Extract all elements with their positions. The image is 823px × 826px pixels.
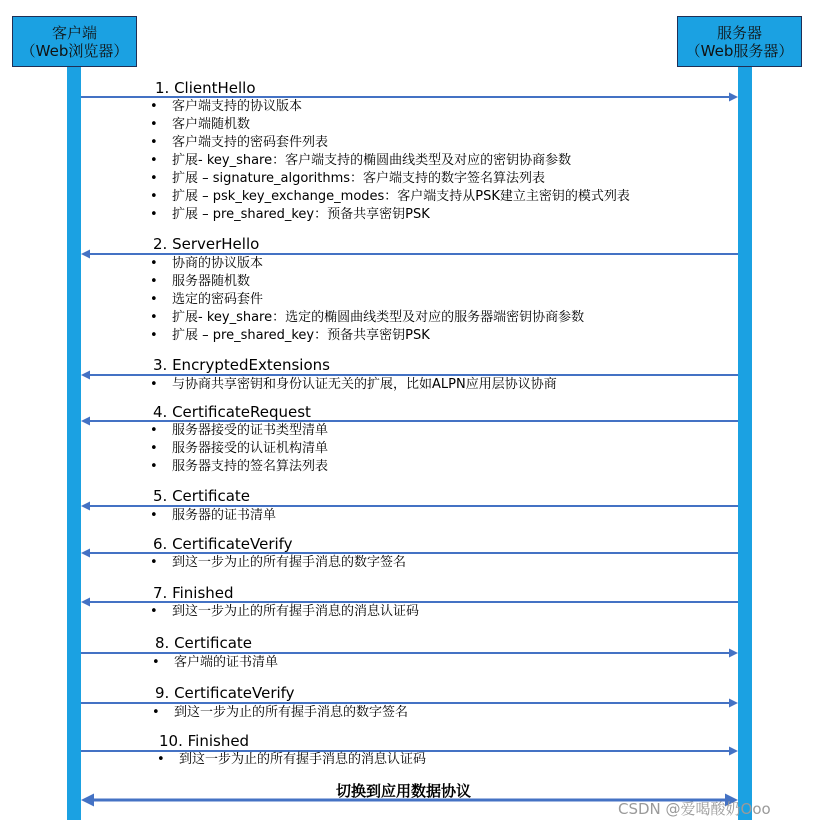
message-detail-item: • 服务器随机数 (150, 273, 584, 291)
message-detail-item: • 到这一步为止的所有握手消息的消息认证码 (157, 751, 426, 769)
message-title: 3. EncryptedExtensions (153, 356, 330, 374)
message-title: 7. Finished (153, 584, 234, 602)
message-detail-list (150, 376, 557, 394)
message-detail-item: • 客户端支持的协议版本 (150, 98, 630, 116)
message-detail-item: • 扩展 – psk_key_exchange_modes：客户端支持从PSK建立主密钥的模式列表 (150, 188, 630, 206)
message-title: 4. CertificateRequest (153, 403, 311, 421)
message-detail-item: • 客户端支持的密码套件列表 (150, 134, 630, 152)
message-title: 5. Certificate (153, 487, 250, 505)
message-title: 2. ServerHello (153, 235, 260, 253)
message-title: 10. Finished (159, 732, 250, 750)
switch-protocol-label: 切换到应用数据协议 (336, 782, 472, 800)
message-detail-list (150, 507, 276, 525)
message-detail-item: • 选定的密码套件 (150, 291, 584, 309)
message-title: 1. ClientHello (155, 79, 256, 97)
watermark: CSDN @爱喝酸奶Ooo (618, 800, 771, 818)
message-detail-item: • 扩展- key_share：客户端支持的椭圆曲线类型及对应的密钥协商参数 (150, 152, 630, 170)
server-actor-name: 服务器 (716, 24, 762, 42)
message-detail-list (150, 98, 630, 224)
message-detail-list (150, 422, 328, 476)
message-detail-item: • 服务器接受的证书类型清单 (150, 422, 328, 440)
message-detail-list (157, 751, 426, 769)
message-detail-item: • 客户端的证书清单 (152, 654, 278, 672)
server-actor-subtitle: （Web服务器） (685, 42, 794, 60)
client-actor-subtitle: （Web浏览器） (20, 42, 129, 60)
message-title: 8. Certificate (155, 634, 252, 652)
message-detail-item: • 扩展 – pre_shared_key：预备共享密钥PSK (150, 327, 584, 345)
message-detail-item: • 服务器的证书清单 (150, 507, 276, 525)
message-detail-item: • 扩展 – pre_shared_key：预备共享密钥PSK (150, 206, 630, 224)
message-title: 9. CertificateVerify (155, 684, 295, 702)
message-detail-list (150, 603, 419, 621)
message-detail-item: • 协商的协议版本 (150, 255, 584, 273)
client-actor-name: 客户端 (51, 24, 97, 42)
message-detail-list (152, 654, 278, 672)
message-detail-item: • 与协商共享密钥和身份认证无关的扩展，比如ALPN应用层协议协商 (150, 376, 557, 394)
message-detail-item: • 到这一步为止的所有握手消息的消息认证码 (150, 603, 419, 621)
message-detail-list (150, 554, 406, 572)
message-detail-item: • 扩展- key_share：选定的椭圆曲线类型及对应的服务器端密钥协商参数 (150, 309, 584, 327)
message-detail-item: • 客户端随机数 (150, 116, 630, 134)
message-detail-item: • 到这一步为止的所有握手消息的数字签名 (150, 554, 406, 572)
message-detail-list (152, 704, 408, 722)
message-detail-item: • 服务器接受的认证机构清单 (150, 440, 328, 458)
message-detail-item: • 到这一步为止的所有握手消息的数字签名 (152, 704, 408, 722)
message-detail-item: • 扩展 – signature_algorithms：客户端支持的数字签名算法列表 (150, 170, 630, 188)
message-detail-list (150, 255, 584, 345)
message-detail-item: • 服务器支持的签名算法列表 (150, 458, 328, 476)
message-title: 6. CertificateVerify (153, 535, 293, 553)
